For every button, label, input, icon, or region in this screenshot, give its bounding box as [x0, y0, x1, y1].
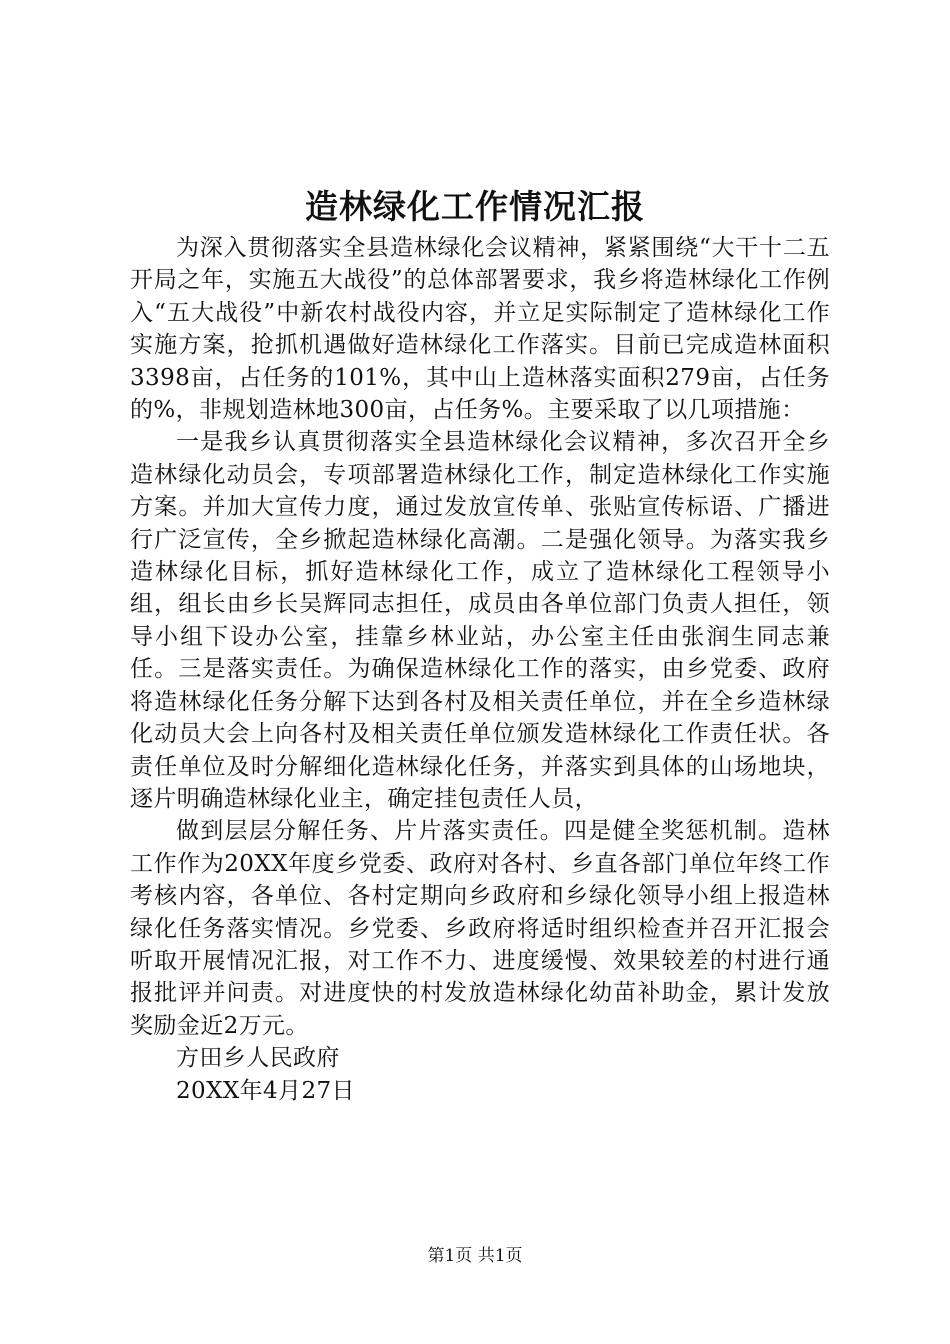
paragraph-measures: 一是我乡认真贯彻落实全县造林绿化会议精神，多次召开全乡造林绿化动员会，专项部署造林绿化工作，制定造林绿化工作实施方案。并加大宣传力度，通过发放宣传单、张贴宣传标语、广播进行广泛宣传，全乡掀起造林绿化高潮。二是强化领导。为落实我乡造林绿化目标，抓好造林绿化工作，成立了造林绿化工程领导小组，组长由乡长吴辉同志担任，成员由各单位部门负责人担任，领导小组下设办公室，挂靠乡林业站，办公室主任由张润生同志兼任。三是落实责任。为确保造林绿化工作的落实，由乡党委、政府将造林绿化任务分解下达到各村及相关责任单位，并在全乡造林绿化动员大会上向各村及相关责任单位颁发造林绿化工作责任状。各责任单位及时分解细化造林绿化任务，并落实到具体的山场地块，逐片明确造林绿化业主，确定挂包责任人员，	[130, 429, 830, 812]
paragraph-incentives: 做到层层分解任务、片片落实责任。四是健全奖惩机制。造林工作作为20XX年度乡党委、政府对各村、乡直各部门单位年终工作考核内容，各单位、各村定期向乡政府和乡绿化领导小组上报造林绿化任务落实情况。乡党委、乡政府将适时组织检查并召开汇报会听取开展情况汇报，对工作不力、进度缓慢、效果较差的村进行通报批评并问责。对进度快的村发放造林绿化幼苗补助金，累计发放奖励金近2万元。	[130, 818, 830, 1039]
signature-date: 20XX年4月27日	[176, 1077, 355, 1104]
page-footer: 第1页 共1页	[427, 1246, 523, 1266]
paragraph-intro: 为深入贯彻落实全县造林绿化会议精神，紧紧围绕“大干十二五开局之年，实施五大战役”的总体部署要求，我乡将造林绿化工作例入“五大战役”中新农村战役内容，并立足实际制定了造林绿化工作实施方案，抢抓机遇做好造林绿化工作落实。目前已完成造林面积3398亩，占任务的101%，其中山上造林落实面积279亩，占任务的%，非规划造林地300亩，占任务%。主要采取了以几项措施：	[130, 235, 830, 424]
document-body	[130, 232, 830, 1107]
document-title: 造林绿化工作情况汇报	[305, 187, 645, 226]
signature-organization: 方田乡人民政府	[176, 1045, 340, 1072]
